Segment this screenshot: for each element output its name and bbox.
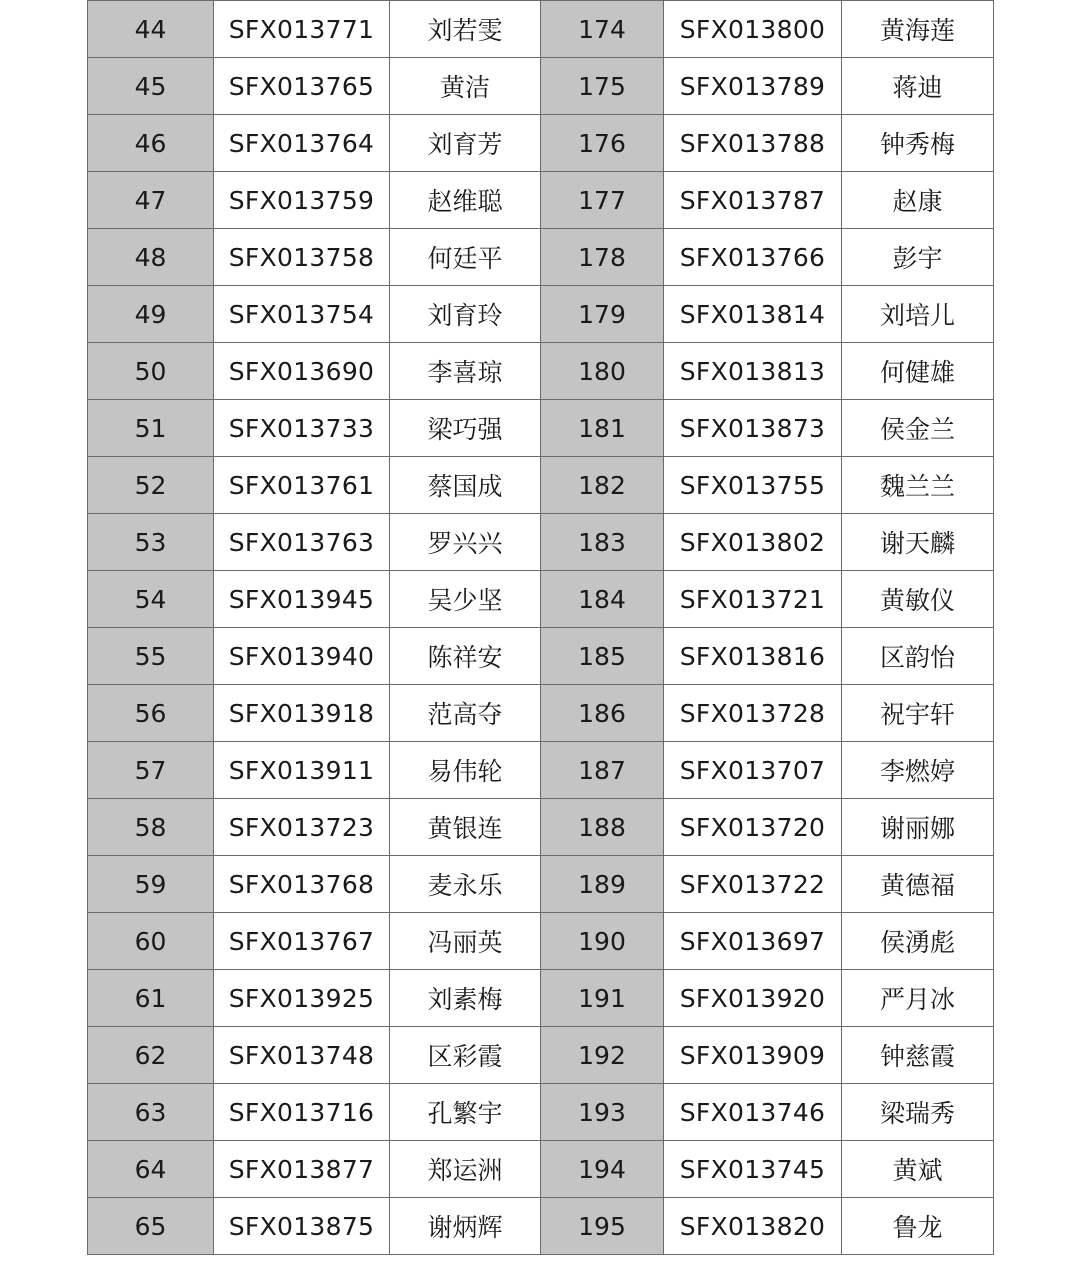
- right-row-number-cell: 174: [541, 1, 664, 58]
- right-row-number-cell: 178: [541, 229, 664, 286]
- table-row: [88, 229, 994, 286]
- right-member-name-cell: 区韵怡: [842, 628, 994, 685]
- right-member-code-cell: SFX013721: [664, 571, 842, 628]
- table-row: [88, 172, 994, 229]
- right-member-code-cell: SFX013789: [664, 58, 842, 115]
- right-member-name-cell: 钟慈霞: [842, 1027, 994, 1084]
- right-member-code-cell: SFX013755: [664, 457, 842, 514]
- left-member-code-cell: SFX013733: [214, 400, 390, 457]
- roster-table-body: [88, 1, 994, 1255]
- left-member-name-cell: 刘育玲: [390, 286, 541, 343]
- left-row-number-cell: 45: [88, 58, 214, 115]
- table-row: [88, 400, 994, 457]
- left-row-number-cell: 49: [88, 286, 214, 343]
- left-member-name-cell: 陈祥安: [390, 628, 541, 685]
- table-row: [88, 913, 994, 970]
- left-member-code-cell: SFX013723: [214, 799, 390, 856]
- right-member-name-cell: 鲁龙: [842, 1198, 994, 1255]
- left-member-code-cell: SFX013768: [214, 856, 390, 913]
- table-row: [88, 1084, 994, 1141]
- left-row-number-cell: 65: [88, 1198, 214, 1255]
- left-row-number-cell: 46: [88, 115, 214, 172]
- left-member-name-cell: 易伟轮: [390, 742, 541, 799]
- right-member-code-cell: SFX013800: [664, 1, 842, 58]
- right-member-name-cell: 侯金兰: [842, 400, 994, 457]
- left-row-number-cell: 48: [88, 229, 214, 286]
- right-member-name-cell: 祝宇轩: [842, 685, 994, 742]
- left-member-code-cell: SFX013940: [214, 628, 390, 685]
- right-member-name-cell: 彭宇: [842, 229, 994, 286]
- left-member-code-cell: SFX013690: [214, 343, 390, 400]
- left-member-name-cell: 赵维聪: [390, 172, 541, 229]
- left-member-code-cell: SFX013911: [214, 742, 390, 799]
- right-row-number-cell: 191: [541, 970, 664, 1027]
- left-row-number-cell: 51: [88, 400, 214, 457]
- left-member-name-cell: 吴少坚: [390, 571, 541, 628]
- left-row-number-cell: 50: [88, 343, 214, 400]
- right-member-code-cell: SFX013909: [664, 1027, 842, 1084]
- left-row-number-cell: 44: [88, 1, 214, 58]
- right-member-name-cell: 李燃婷: [842, 742, 994, 799]
- left-member-name-cell: 刘若雯: [390, 1, 541, 58]
- left-row-number-cell: 54: [88, 571, 214, 628]
- left-member-code-cell: SFX013765: [214, 58, 390, 115]
- left-member-name-cell: 刘素梅: [390, 970, 541, 1027]
- right-row-number-cell: 182: [541, 457, 664, 514]
- left-member-code-cell: SFX013925: [214, 970, 390, 1027]
- left-row-number-cell: 57: [88, 742, 214, 799]
- right-member-name-cell: 黄敏仪: [842, 571, 994, 628]
- left-member-name-cell: 麦永乐: [390, 856, 541, 913]
- right-member-name-cell: 魏兰兰: [842, 457, 994, 514]
- right-member-name-cell: 严月冰: [842, 970, 994, 1027]
- right-member-code-cell: SFX013788: [664, 115, 842, 172]
- table-row: [88, 115, 994, 172]
- left-row-number-cell: 61: [88, 970, 214, 1027]
- left-member-name-cell: 冯丽英: [390, 913, 541, 970]
- right-row-number-cell: 194: [541, 1141, 664, 1198]
- table-row: [88, 286, 994, 343]
- right-member-code-cell: SFX013814: [664, 286, 842, 343]
- right-row-number-cell: 185: [541, 628, 664, 685]
- right-member-name-cell: 黄海莲: [842, 1, 994, 58]
- right-row-number-cell: 188: [541, 799, 664, 856]
- right-row-number-cell: 184: [541, 571, 664, 628]
- left-row-number-cell: 55: [88, 628, 214, 685]
- right-row-number-cell: 192: [541, 1027, 664, 1084]
- left-member-code-cell: SFX013918: [214, 685, 390, 742]
- left-member-code-cell: SFX013759: [214, 172, 390, 229]
- table-row: [88, 343, 994, 400]
- left-member-name-cell: 刘育芳: [390, 115, 541, 172]
- right-member-code-cell: SFX013720: [664, 799, 842, 856]
- left-member-code-cell: SFX013758: [214, 229, 390, 286]
- left-member-code-cell: SFX013875: [214, 1198, 390, 1255]
- right-member-code-cell: SFX013802: [664, 514, 842, 571]
- left-member-code-cell: SFX013771: [214, 1, 390, 58]
- left-member-name-cell: 黄洁: [390, 58, 541, 115]
- right-member-name-cell: 谢丽娜: [842, 799, 994, 856]
- left-row-number-cell: 53: [88, 514, 214, 571]
- right-member-code-cell: SFX013746: [664, 1084, 842, 1141]
- left-member-code-cell: SFX013748: [214, 1027, 390, 1084]
- left-row-number-cell: 64: [88, 1141, 214, 1198]
- left-member-name-cell: 黄银连: [390, 799, 541, 856]
- right-member-name-cell: 黄德福: [842, 856, 994, 913]
- left-member-name-cell: 区彩霞: [390, 1027, 541, 1084]
- left-row-number-cell: 62: [88, 1027, 214, 1084]
- right-row-number-cell: 193: [541, 1084, 664, 1141]
- right-row-number-cell: 175: [541, 58, 664, 115]
- roster-table: [87, 0, 994, 1255]
- left-member-code-cell: SFX013877: [214, 1141, 390, 1198]
- right-member-name-cell: 赵康: [842, 172, 994, 229]
- table-row: [88, 742, 994, 799]
- right-member-code-cell: SFX013816: [664, 628, 842, 685]
- left-member-name-cell: 范高夺: [390, 685, 541, 742]
- right-row-number-cell: 176: [541, 115, 664, 172]
- right-row-number-cell: 180: [541, 343, 664, 400]
- table-row: [88, 628, 994, 685]
- table-row: [88, 1, 994, 58]
- right-member-code-cell: SFX013787: [664, 172, 842, 229]
- right-member-name-cell: 侯湧彪: [842, 913, 994, 970]
- left-member-name-cell: 郑运洲: [390, 1141, 541, 1198]
- right-row-number-cell: 181: [541, 400, 664, 457]
- right-member-name-cell: 钟秀梅: [842, 115, 994, 172]
- left-member-name-cell: 何廷平: [390, 229, 541, 286]
- table-row: [88, 799, 994, 856]
- right-member-code-cell: SFX013707: [664, 742, 842, 799]
- left-member-code-cell: SFX013764: [214, 115, 390, 172]
- left-member-code-cell: SFX013761: [214, 457, 390, 514]
- left-row-number-cell: 47: [88, 172, 214, 229]
- left-member-name-cell: 孔繁宇: [390, 1084, 541, 1141]
- table-row: [88, 856, 994, 913]
- right-row-number-cell: 183: [541, 514, 664, 571]
- right-row-number-cell: 177: [541, 172, 664, 229]
- left-row-number-cell: 60: [88, 913, 214, 970]
- table-row: [88, 685, 994, 742]
- left-member-code-cell: SFX013763: [214, 514, 390, 571]
- right-member-name-cell: 刘培儿: [842, 286, 994, 343]
- left-member-code-cell: SFX013754: [214, 286, 390, 343]
- right-row-number-cell: 190: [541, 913, 664, 970]
- right-member-name-cell: 何健雄: [842, 343, 994, 400]
- right-row-number-cell: 179: [541, 286, 664, 343]
- left-row-number-cell: 56: [88, 685, 214, 742]
- right-member-code-cell: SFX013820: [664, 1198, 842, 1255]
- right-member-code-cell: SFX013873: [664, 400, 842, 457]
- right-member-code-cell: SFX013722: [664, 856, 842, 913]
- left-member-code-cell: SFX013945: [214, 571, 390, 628]
- right-member-code-cell: SFX013697: [664, 913, 842, 970]
- left-row-number-cell: 59: [88, 856, 214, 913]
- left-member-name-cell: 梁巧强: [390, 400, 541, 457]
- right-member-code-cell: SFX013745: [664, 1141, 842, 1198]
- table-row: [88, 1141, 994, 1198]
- right-member-name-cell: 蒋迪: [842, 58, 994, 115]
- left-member-name-cell: 谢炳辉: [390, 1198, 541, 1255]
- right-member-code-cell: SFX013728: [664, 685, 842, 742]
- table-row: [88, 571, 994, 628]
- left-row-number-cell: 63: [88, 1084, 214, 1141]
- right-member-name-cell: 谢天麟: [842, 514, 994, 571]
- right-member-name-cell: 黄斌: [842, 1141, 994, 1198]
- right-row-number-cell: 187: [541, 742, 664, 799]
- left-member-name-cell: 李喜琼: [390, 343, 541, 400]
- table-row: [88, 970, 994, 1027]
- left-row-number-cell: 58: [88, 799, 214, 856]
- left-member-code-cell: SFX013767: [214, 913, 390, 970]
- right-row-number-cell: 195: [541, 1198, 664, 1255]
- left-member-name-cell: 蔡国成: [390, 457, 541, 514]
- left-row-number-cell: 52: [88, 457, 214, 514]
- right-row-number-cell: 189: [541, 856, 664, 913]
- right-row-number-cell: 186: [541, 685, 664, 742]
- right-member-code-cell: SFX013813: [664, 343, 842, 400]
- table-row: [88, 1198, 994, 1255]
- left-member-name-cell: 罗兴兴: [390, 514, 541, 571]
- table-row: [88, 457, 994, 514]
- left-member-code-cell: SFX013716: [214, 1084, 390, 1141]
- table-row: [88, 58, 994, 115]
- right-member-code-cell: SFX013920: [664, 970, 842, 1027]
- table-row: [88, 514, 994, 571]
- table-row: [88, 1027, 994, 1084]
- right-member-name-cell: 梁瑞秀: [842, 1084, 994, 1141]
- right-member-code-cell: SFX013766: [664, 229, 842, 286]
